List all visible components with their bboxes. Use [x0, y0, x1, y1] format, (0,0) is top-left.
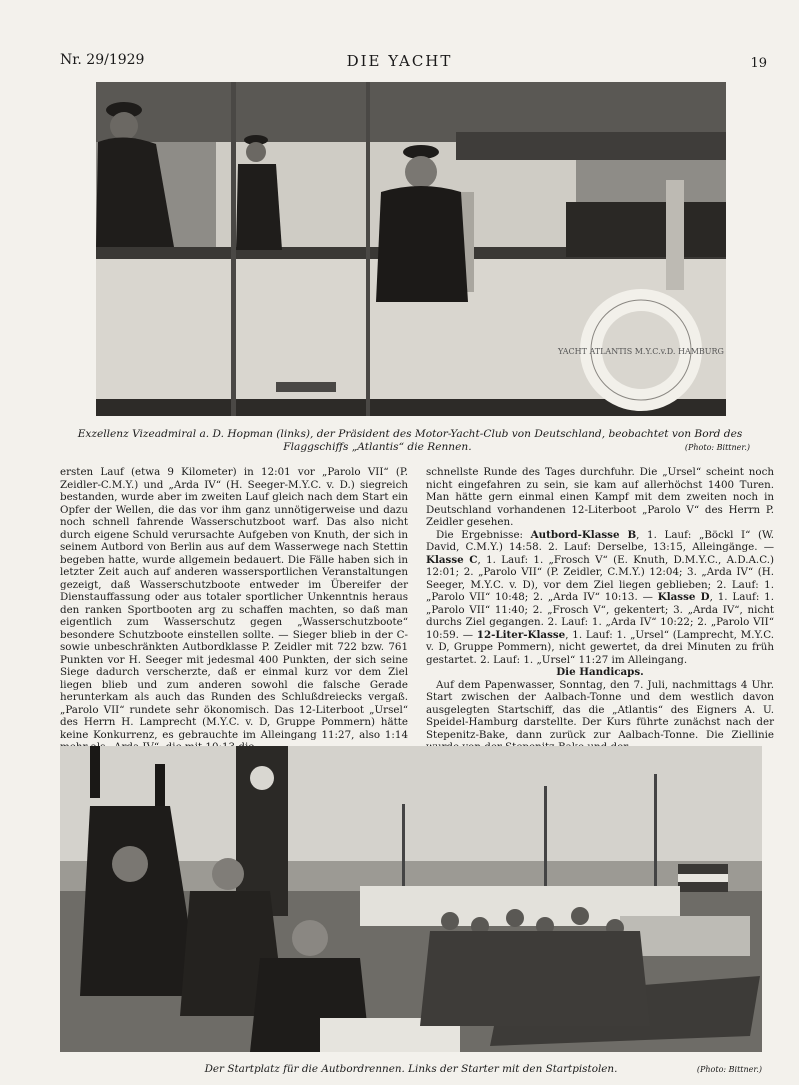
results-head-c: Klasse C	[426, 553, 478, 566]
article-paragraph: ersten Lauf (etwa 9 Kilometer) in 12:01 vor „Parolo VII“ (P. Zeidler-C.M.Y.) und „Arda IV“ (H. Seeger-M.Y.C. v. D.) siegreich bestanden, wurde aber im zweiten Lauf gleich nach dem Start ein Opfer der Wellen, die das vor ihm ganz unnötigerweise und dazu noch schnell fahrende Wasserschutzboot warf. Das also nicht durch eigene Schuld verursachte Aufgeben von Knuth, der sich in seinem Autbord von Berlin aus auf dem Wasserwege nach Stettin begeben hatte, wurde allgemein bedauert. Die Fälle haben sich in letzter Zeit auch auf anderen wassersportlichen Veranstaltungen gezeigt, daß Wasserschutzboote entweder im Übereifer der Dienstauffassung oder aus totaler sportlicher Unkenntnis heraus den ranken Sportbooten arg zu schaffen machten, so daß man eigentlich zum Wasserschutz gegen „Wasserschutzboote“ besondere Schutzboote einstellen sollte. — Sieger blieb in der C- sowie unbeschränkten Autbordklasse P. Zeidler mit 722 bzw. 761 Punkten vor H. Seeger mit jedesmal 400 Punkten, der sich seine Siege dadurch verscherzte, daß er einmal kurz vor dem Ziel liegen blieb und zum anderen sowohl die falsche Gerade herunterkam als auch das Runden des Schlußdreiecks vergaß. „Parolo VII“ rundete sehr ökonomisch. Das 12-Literboot „Ursel“ des Herrn H. Lamprecht (M.Y.C. v. D, Gruppe Pommern) hätte keine Konkurrenz, es gebrauchte im Alleingang 11:27, also 1:14	[60, 466, 408, 741]
photo-start-illustration	[60, 746, 762, 1052]
results-intro: Die Ergebnisse:	[436, 528, 524, 541]
section-subheading: Die Handicaps.	[556, 666, 644, 678]
photo-start-area	[60, 746, 762, 1052]
photo1-caption	[70, 428, 750, 454]
photo1-credit: (Photo: Bittner.)	[684, 443, 750, 452]
article-paragraph: Auf dem Papenwasser, Sonntag, den 7. Juli, nachmittags 4 Uhr. Start zwischen der Aalbach-Tonne und dem westlich davon ausgelegten Startschiff, das die „Atlantis“ des Eigners A. U. Speidel-Hamburg darstellte. Der Kurs führte zunächst nach der Stepenitz-Bake, dann zurück zur Aalbach-Tonne. Die Ziellinie	[426, 678, 774, 741]
lifebuoy-lettering: YACHT ATLANTIS M.Y.C.v.D. HAMBURG	[558, 347, 724, 356]
photo-admiral-on-deck	[96, 82, 726, 416]
results-head-12l: 12-Liter-Klasse	[476, 628, 566, 641]
photo2-caption-text: Der Startplatz für die Autbordrennen. Links der Starter mit den Startpistolen.	[204, 1063, 618, 1075]
magazine-title: DIE YACHT	[346, 52, 453, 70]
issue-number: Nr. 29/1929	[60, 52, 145, 68]
results-paragraph	[426, 529, 774, 667]
page-number: 19	[750, 56, 767, 71]
article-column-right	[426, 466, 774, 754]
results-b: , 1. Lauf: „Böckl I“ (W. David, C.M.Y.) 14:58. 2. Lauf: Derselbe, 13:15, Alleingänge. —	[426, 528, 775, 553]
article-column-left	[60, 466, 408, 754]
results-d: , 1. Lauf: 1. „Parolo VII“ 11:40; 2. „Frosch V“, gekentert; 3. „Arda IV“, nicht durchs Ziel gegangen. 2. Lauf: 1. „Arda IV“ 10:22; 2. „Parolo VII“ 10:59. —	[426, 591, 774, 641]
article-paragraph: schnellste Runde des Tages durchfuhr. Die „Ursel“ scheint noch nicht eingefahren zu sein, sie kam auf allerhöchst 1400 Turen. Man hätte gern einmal einen Kampf mit dem zweiten noch in Deutschland vorhandenen 12-Literboot „Parolo V“ des Herrn P. Zeidler gesehen.	[426, 466, 774, 528]
photo-admiral-illustration	[96, 82, 726, 416]
photo2-caption	[60, 1063, 762, 1075]
photo1-caption-text: Exzellenz Vizeadmiral a. D. Hopman (links), der Präsident des Motor-Yacht-Club von Deutschland, beobachtet von Bord des Flaggschiffs „Atlantis“ die Rennen.	[77, 428, 743, 453]
results-c: , 1. Lauf: 1. „Frosch V“ (E. Knuth, D.M.Y.C., A.D.A.C.) 12:01; 2. „Parolo VII“ (P. Zeidler, C.M.Y.) 12:04; 3. „Arda IV“ (H. Seeger, M.Y.C. v. D), vor dem Ziel liegen geblieben; 2. Lauf: 1. „Parolo VII“ 10:48; 2. „Arda IV“ 10:13. —	[426, 553, 774, 603]
page-header	[0, 52, 799, 74]
results-head-d: Klasse D	[657, 591, 710, 603]
results-12l: , 1. Lauf: 1. „Ursel“ (Lamprecht, M.Y.C. v. D, Gruppe Pommern), nicht gewertet, da drei Minuten zu früh gestartet. 2. Lauf: 1. „Ursel“ 11:27 im Alleingang.	[426, 628, 774, 666]
photo2-credit: (Photo: Bittner.)	[696, 1065, 762, 1074]
results-head-b: Autbord-Klasse B	[530, 528, 637, 541]
